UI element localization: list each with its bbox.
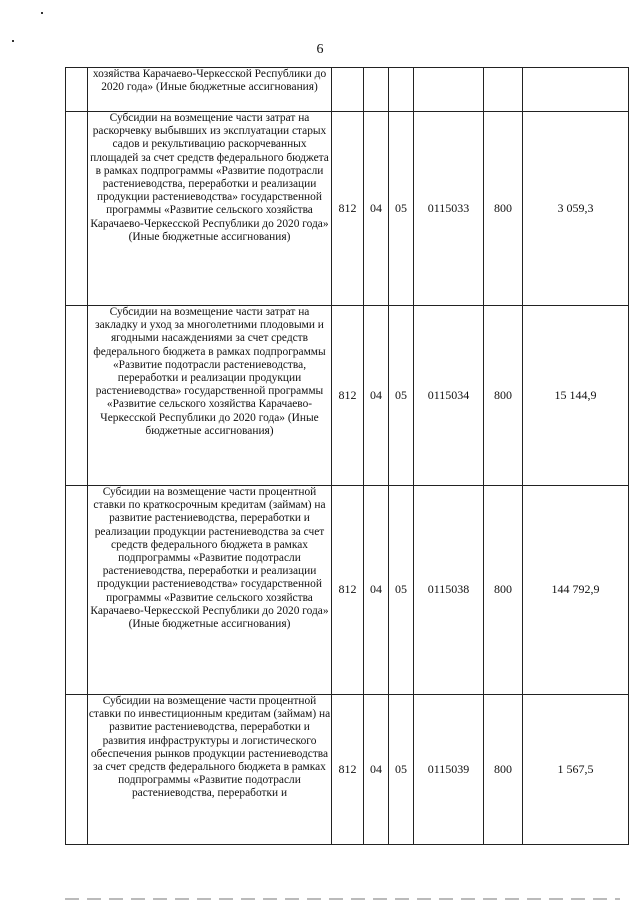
target-article-code-cell bbox=[414, 68, 484, 112]
section-code-cell: 04 bbox=[364, 486, 389, 695]
subsection-code-cell: 05 bbox=[389, 306, 414, 486]
section-code-cell: 04 bbox=[364, 695, 389, 845]
section-code-cell bbox=[364, 68, 389, 112]
subsection-code-cell: 05 bbox=[389, 695, 414, 845]
amount-cell: 144 792,9 bbox=[523, 486, 629, 695]
subsection-code-cell: 05 bbox=[389, 112, 414, 306]
table-row bbox=[66, 306, 629, 486]
ved-code-cell: 812 bbox=[332, 695, 364, 845]
row-name-cell: хозяйства Карачаево-Черкесской Республики до 2020 года» (Иные бюджетные ассигнования) bbox=[88, 68, 332, 112]
expense-type-code-cell: 800 bbox=[484, 306, 523, 486]
amount-cell: 15 144,9 bbox=[523, 306, 629, 486]
section-code-cell: 04 bbox=[364, 112, 389, 306]
target-article-code-cell: 0115038 bbox=[414, 486, 484, 695]
target-article-code-cell: 0115034 bbox=[414, 306, 484, 486]
table-row bbox=[66, 68, 629, 112]
amount-cell: 1 567,5 bbox=[523, 695, 629, 845]
ved-code-cell: 812 bbox=[332, 486, 364, 695]
row-name-cell: Субсидии на возмещение части процентной ставки по краткосрочным кредитам (займам) на развитие растениеводства, переработки и реализации продукции растениеводства за счет средств федерального бюджета в рамках подпрограммы «Развитие подотрасли растениеводства, переработки и реализации продукции растениеводства» государственной программы «Развитие сельского хозяйства Карачаево-Черкесской Республики до 2020 года» (Иные бюджетные ассигнования) bbox=[88, 486, 332, 695]
expense-type-code-cell: 800 bbox=[484, 486, 523, 695]
table-row bbox=[66, 695, 629, 845]
budget-table bbox=[65, 67, 629, 845]
row-index-cell bbox=[66, 112, 88, 306]
row-index-cell bbox=[66, 68, 88, 112]
expense-type-code-cell bbox=[484, 68, 523, 112]
table-row bbox=[66, 112, 629, 306]
expense-type-code-cell: 800 bbox=[484, 695, 523, 845]
amount-cell bbox=[523, 68, 629, 112]
section-code-cell: 04 bbox=[364, 306, 389, 486]
subsection-code-cell: 05 bbox=[389, 486, 414, 695]
scan-speck bbox=[41, 12, 43, 14]
expense-type-code-cell: 800 bbox=[484, 112, 523, 306]
target-article-code-cell: 0115033 bbox=[414, 112, 484, 306]
scan-noise-line bbox=[65, 898, 620, 900]
row-name-cell: Субсидии на возмещение части затрат на раскорчевку выбывших из эксплуатации старых садов и рекультивацию раскорчеванных площадей за счет средств федерального бюджета в рамках подпрограммы «Развитие подотрасли растениеводства, переработки и реализации продукции растениеводства» государственной программы «Развитие сельского хозяйства Карачаево-Черкесской Республики до 2020 года» (Иные бюджетные ассигнования) bbox=[88, 112, 332, 306]
ved-code-cell bbox=[332, 68, 364, 112]
target-article-code-cell: 0115039 bbox=[414, 695, 484, 845]
table-row bbox=[66, 486, 629, 695]
amount-cell: 3 059,3 bbox=[523, 112, 629, 306]
ved-code-cell: 812 bbox=[332, 306, 364, 486]
row-name-cell: Субсидии на возмещение части затрат на закладку и уход за многолетними плодовыми и ягодными насаждениями за счет средств федерального бюджета в рамках подпрограммы «Развитие подотрасли растениеводства, переработки и реализации продукции растениеводства» государственной программы «Развитие сельского хозяйства Карачаево-Черкесской Республики до 2020 года» (Иные бюджетные ассигнования) bbox=[88, 306, 332, 486]
ved-code-cell: 812 bbox=[332, 112, 364, 306]
row-index-cell bbox=[66, 695, 88, 845]
subsection-code-cell bbox=[389, 68, 414, 112]
row-name-cell: Субсидии на возмещение части процентной ставки по инвестиционным кредитам (займам) на развитие растениеводства, переработки и развития инфраструктуры и логистического обеспечения рынков продукции растениеводства за счет средств федерального бюджета в рамках подпрограммы «Развитие подотрасли растениеводства, переработки и bbox=[88, 695, 332, 845]
page-number: 6 bbox=[316, 42, 324, 57]
row-index-cell bbox=[66, 306, 88, 486]
row-index-cell bbox=[66, 486, 88, 695]
